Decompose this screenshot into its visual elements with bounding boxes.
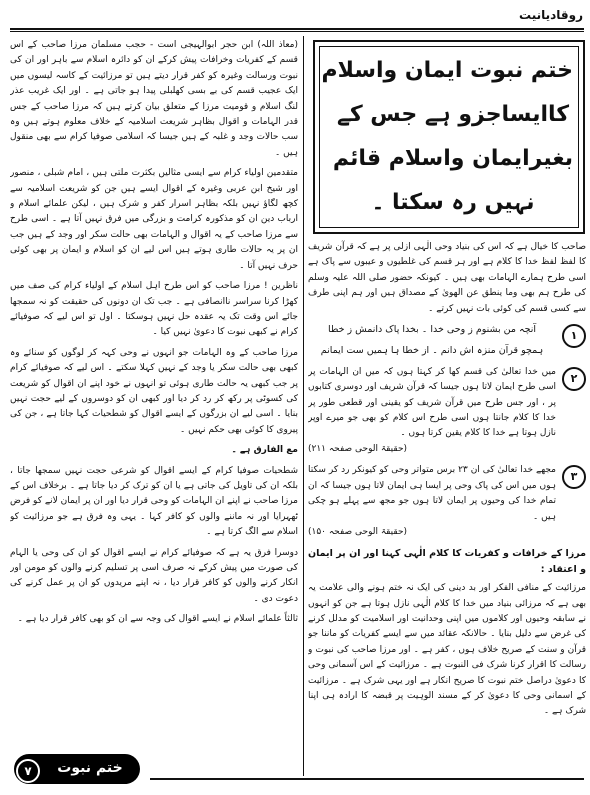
running-header: روقادیانیت	[518, 8, 583, 22]
item-number-circle: ۲	[562, 367, 586, 391]
column-divider	[303, 36, 304, 776]
numbered-item	[308, 463, 586, 540]
left-paragraph: ناظرین ! مرزا صاحب کو اس طرح اہل اسلام کے اولیاء کرام کی صف میں کھڑا کرنا سراسر ناانصافی ہے ۔ جب تک ان دونوں کی حقیقت کو نہ سمجھا جائے اس وقت تک یہ عقدہ حل نہیں ہوسکتا ۔ اول تو اس لیے کہ صوفیائے کرام نے کبھی نبوت کا دعویٰ نہیں کیا ۔	[10, 281, 298, 338]
pull-quote-line: بغیرایمان واسلام قائم	[332, 146, 573, 171]
header-rule-thin	[10, 31, 584, 32]
left-paragraph: مرزا صاحب کے وہ الہامات جو انہوں نے وحی کہہ کر لوگوں کو سنائے وہ کبھی بھی حالت سکر یا وجد کے نہیں کہلا سکتے ۔ اس لیے کہ صوفیائے کرام پر جب کبھی یہ حالت طاری ہوئی تو انہوں نے خود اپنے ان اقوال کو شریعت کی کسوٹی پر رکھ کر رد کر دیا اور کبھی ان کو دوسروں کے لیے حجت نہیں بنایا ۔ اسی لیے ان بزرگوں کے ایسے اقوال کو شطحیات کہا جاتا ہے ، جن کی پیروی کا کوئی بھی حکم نہیں ۔	[10, 347, 298, 435]
item-reference: (حقیقۃ الوحی صفحہ ۱۵۰)	[308, 526, 408, 537]
right-closing-paragraph: مرزائیت کے منافی الفکر اور بد دینی کی ایک نہ ختم ہونے والی علامت یہ بھی ہے کہ مرزائی بنیاد میں خدا کا کلام الٰہی نازل ہوتا ہے جن کو انہوں نے سابقہ وحیوں اور کلاموں میں اپنی وحدانیت اور اسلامیت کو مدلل کرنے کی غرض سے دلیل بنایا ۔ حالانکہ عقائد میں سے ایسے کفریات کو ماننا جو قرآن و سنت کے صریح خلاف ہوں ، کفر ہے ۔ اور مرزا صاحب کی نبوت و رسالت کا اقرار کرنا شرک فی النبوت ہے ۔ مرزائیت کے اس آسمانی وحی کا دعویٰ دراصل ختم نبوت کا صریح انکار ہے اور یہی شرک ہے ۔ مرزائیت کے اسمانی وحی کا دعویٰ کر کے مسند الوہیت پر قبضہ کا ارادہ ہی اپنا شرک ہے ۔	[308, 583, 586, 717]
persian-verse: آنچہ من بشنوم ز وحی خدا ۔ بخدا پاک دانمش ز خطا	[327, 324, 537, 336]
left-paragraph: ثالثاً علمائے اسلام نے ایسے اقوال کی وجہ سے ان کو بھی کافر قرار دیا ہے ۔	[17, 614, 298, 625]
item-number-circle: ۳	[562, 465, 586, 489]
pull-quote-line: ختم نبوت ایمان واسلام	[321, 58, 573, 83]
persian-verse: ہمچو قرآن منزہ اش دانم ۔ از خطا ہا ہمیں ست ایمانم	[320, 345, 544, 357]
left-column	[10, 38, 298, 773]
section-subheading: مرزا کے خرافات و کفریات کا کلام الٰہی کہنا اور ان پر ایمان و اعتقاد :	[308, 548, 586, 575]
left-paragraph-heading: مع الفارق ہے ۔	[231, 445, 298, 456]
numbered-item	[308, 322, 586, 359]
left-paragraph: دوسرا فرق یہ ہے کہ صوفیائے کرام نے ایسے اقوال کو ان کی وحی یا الہام کی صورت میں پیش کرکے نہ صرف اسی پر تسلیم کرنے والوں کو مومن اور انکار کرنے والوں کو کافر قرار دیا ، نہ اپنے مریدوں کو ان پر عمل کرنے کی دعوت دی ۔	[10, 547, 298, 604]
item-text: مجھے خدا تعالیٰ کی ان ۲۳ برس متواتر وحی کو کیونکر رد کر سکتا ہوں میں اس کی پاک وحی پر ایسا ہی ایمان لاتا ہوں جیسا کہ ان تمام خدا کی وحیوں پر ایمان لاتا ہوں جو مجھ سے پہلے ہو چکی ہیں ۔	[308, 465, 556, 522]
item-reference: (حقیقۃ الوحی صفحہ ۲۱۱)	[308, 443, 408, 454]
page-number: ۷	[16, 759, 40, 783]
pull-quote-line: کاایساجزو ہے جس کے	[336, 102, 570, 127]
left-paragraph: (معاذ اللہ) ابن حجر ابوالہیجی است - حجب مسلمان مرزا صاحب کے اس قسم کے کفریات وخرافات پیش کرکے ان کو دائرہ اسلام سے باہر اور ان کی نبوت ورسالت وغیرہ کو کفر قرار دیتے ہیں تو مرزائیت کے کاسہ لیسوں میں ایک عجیب قسم کی بے بسی کھلبلی پیدا ہو جاتی ہے ۔ اور ایک غریب عذر لنگ اسلام و قومیت مرزا کے متعلق بیان کرتے ہیں کہ مرزا صاحب کے جس قدر الہامات و اقوال بظاہر شریعت اسلامیہ کے خلاف معلوم ہوتے ہیں وہ سب حالات وجد و غلبہ کے ہیں جیسا کہ اسلامی صوفیا کرام سے بھی منقول ہیں ۔	[10, 40, 298, 158]
right-column	[308, 240, 586, 775]
item-text: میں خدا تعالیٰ کی قسم کھا کر کہتا ہوں کہ میں ان الہامات پر اسی طرح ایمان لاتا ہوں جیسا کہ قرآن شریف اور دوسری کتابوں پر ، اور جس طرح میں قرآن شریف کو یقینی اور قطعی طور پر خدا کا کلام جانتا ہوں اسی طرح اس کلام کو بھی جو میرے اوپر نازل ہوتا ہے خدا کا کلام یقین کرتا ہوں ۔	[308, 366, 556, 439]
item-number-circle: ۱	[562, 324, 586, 348]
right-intro: صاحب کا خیال ہے کہ اس کی بنیاد وحی الٰہی ازلی پر ہے کہ قرآن شریف کا لفظ لفظ خدا کا کلام ہے اور ہر قسم کی غلطیوں و عیبوں سے پاک ہے اسی طرح ہمارے الہامات بھی ہیں ۔ کیونکہ حضور صلی اللہ علیہ وسلم کی طرح ہم بھی وما ینطق عن الھویٰ کے مصداق ہیں اور ہم اپنی طرف سے کسی قسم کی کوئی بات نہیں کرتے ۔	[308, 242, 586, 314]
pull-quote-box	[313, 40, 585, 234]
header-rule	[10, 28, 584, 30]
left-paragraph: متقدمین اولیاء کرام سے ایسی مثالیں بکثرت ملتی ہیں ، امام شبلی ، منصور اور شیخ ابن عربی وغیرہ کے اقوال ایسے ہیں جن کو شریعت اسلامیہ سے کچھ لگاؤ نہیں بلکہ بظاہر اسرار کفر و شرک ہیں ، لیکن علمائے اسلام و ارباب دین ان کو مذکورہ کرامت و بزرگی میں فرق نہیں آتا ہے ۔ اسی طرح سے مرزا صاحب کے یہ اقوال و الہامات بھی حالت سکر اور وجد کے ہیں جب ان پر یہ حالات طاری ہوتے ہیں اس لیے ان کو اسلام و ایمان پر بھی کوئی حرف نہیں آتا ۔	[10, 168, 298, 271]
left-paragraph: شطحیات صوفیا کرام کے ایسے اقوال کو شرعی حجت نہیں سمجھا جاتا ، بلکہ ان کی تاویل کی جاتی ہے یا ان کو ترک کر دیا جاتا ہے ۔ برخلاف اس کے مرزا صاحب نے اپنے ان الہامات کو وحی قرار دیا اور ان پر ایمان لانے کو فرض ٹھہرایا اور نہ ماننے والوں کو کافر کہا ۔ یہی وہ فرق ہے جو مرزائیت کو اسلام سے الگ کرتا ہے ۔	[10, 465, 298, 538]
footer-badge-text: ختم نبوت	[57, 760, 123, 776]
footer-rule	[150, 778, 584, 780]
numbered-item	[308, 365, 586, 457]
pull-quote-line: نہیں رہ سکتا ۔	[371, 190, 535, 215]
